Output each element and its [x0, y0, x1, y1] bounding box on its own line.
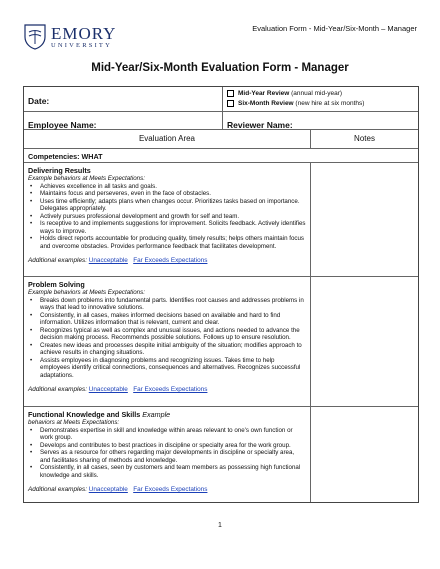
section-title: Problem Solving: [28, 280, 85, 289]
evaluation-form: [23, 86, 419, 503]
competencies-row: [24, 149, 418, 163]
section-problem-solving: [24, 277, 418, 407]
checkbox-icon[interactable]: [227, 100, 234, 107]
list-item: • Assists employees in diagnosing problems and recognizing issues. Takes time to help employees identify critical connections, consequences and alternatives. Recognizes successful adaptations.: [28, 357, 306, 380]
date-cell[interactable]: [24, 87, 223, 111]
far-exceeds-link[interactable]: Far Exceeds Expectations: [133, 386, 208, 393]
emory-logo: [24, 24, 116, 50]
notes-header: Notes: [354, 134, 375, 143]
additional-examples: Additional examples: Unacceptable Far Exceeds Expectations: [28, 486, 208, 493]
evaluation-area-header: Evaluation Area: [24, 130, 311, 148]
notes-cell[interactable]: [311, 163, 418, 276]
review-option-mid-year[interactable]: Mid-Year Review (annual mid-year): [227, 89, 414, 99]
section-title: Functional Knowledge and Skills Example: [28, 410, 171, 419]
section-subtitle: behaviors at Meets Expectations:: [28, 419, 120, 426]
emory-shield-icon: [24, 24, 46, 50]
competencies-label: Competencies: WHAT: [28, 152, 103, 161]
checkbox-icon[interactable]: [227, 90, 234, 97]
unacceptable-link[interactable]: Unacceptable: [88, 486, 128, 493]
list-item: • Consistently, in all cases, makes informed decisions based on available and hard to find information. Utilizes information that is relevant, current and clear.: [28, 312, 306, 327]
page-number: 1: [218, 522, 222, 529]
list-item: • Demonstrates expertise in skill and knowledge within areas relevant to one's own function or work group.: [28, 427, 306, 442]
section-delivering-results: [24, 163, 418, 277]
page-header: Evaluation Form - Mid-Year/Six-Month – Manager: [252, 24, 417, 33]
list-item: • Maintains focus and perseveres, even in the face of obstacles.: [28, 190, 306, 198]
date-label: Date:: [28, 96, 50, 106]
logo-name: EMORY: [51, 23, 117, 43]
list-item: • Uses time efficiently; adapts plans when changes occur. Prioritizes tasks based on importance. Delegates appropriately.: [28, 198, 306, 213]
employee-name-label: Employee Name:: [28, 120, 97, 130]
list-item: • Holds direct reports accountable for producing quality, timely results; helps others maintain focus and overcome obstacles. Provides performance feedback that facilitates development.: [28, 235, 306, 250]
list-item: • Is receptive to and implements suggestions for improvement. Solicits feedback. Actively identifies ways to improve.: [28, 220, 306, 235]
far-exceeds-link[interactable]: Far Exceeds Expectations: [133, 257, 208, 264]
list-item: • Actively pursues professional development and growth for self and team.: [28, 213, 306, 221]
column-header-row: [24, 130, 418, 149]
section-title: Delivering Results: [28, 166, 91, 175]
additional-examples: Additional examples: Unacceptable Far Exceeds Expectations: [28, 257, 208, 264]
review-type-cell: [223, 87, 418, 111]
employee-name-cell[interactable]: [24, 112, 223, 129]
list-item: • Recognizes typical as well as complex and unusual issues, and actions needed to advance the decision making process. Recommends possible solutions. Follows up to ensure resolution.: [28, 327, 306, 342]
reviewer-name-label: Reviewer Name:: [227, 120, 293, 130]
unacceptable-link[interactable]: Unacceptable: [88, 386, 128, 393]
review-option-six-month[interactable]: Six-Month Review (new hire at six months): [227, 99, 414, 109]
notes-cell[interactable]: [311, 407, 418, 502]
list-item: • Creates new ideas and processes despite initial ambiguity of the situation; modifies approach to achieve results in changing situations.: [28, 342, 306, 357]
section-functional-knowledge: [24, 407, 418, 502]
date-row: [24, 87, 418, 112]
section-subtitle: Example behaviors at Meets Expectations:: [28, 175, 145, 182]
notes-cell[interactable]: [311, 277, 418, 406]
logo-subtitle: UNIVERSITY: [51, 41, 112, 49]
list-item: • Achieves excellence in all tasks and goals.: [28, 183, 306, 191]
unacceptable-link[interactable]: Unacceptable: [88, 257, 128, 264]
page-title: Mid-Year/Six-Month Evaluation Form - Manager: [91, 62, 349, 74]
section-subtitle: Example behaviors at Meets Expectations:: [28, 289, 145, 296]
name-row: [24, 112, 418, 130]
list-item: • Breaks down problems into fundamental parts. Identifies root causes and addresses problems in ways that lead to innovative solutions.: [28, 297, 306, 312]
reviewer-name-cell[interactable]: [223, 112, 418, 129]
far-exceeds-link[interactable]: Far Exceeds Expectations: [133, 486, 208, 493]
list-item: • Consistently, in all cases, seen by customers and team members as possessing high functional knowledge and skills.: [28, 464, 306, 479]
list-item: • Serves as a resource for others regarding major developments in discipline or specialty area, and facilitates sharing of methods and knowledge.: [28, 449, 306, 464]
list-item: • Develops and contributes to best practices in discipline or specialty area for the work group.: [28, 442, 306, 450]
additional-examples: Additional examples: Unacceptable Far Exceeds Expectations: [28, 386, 208, 393]
